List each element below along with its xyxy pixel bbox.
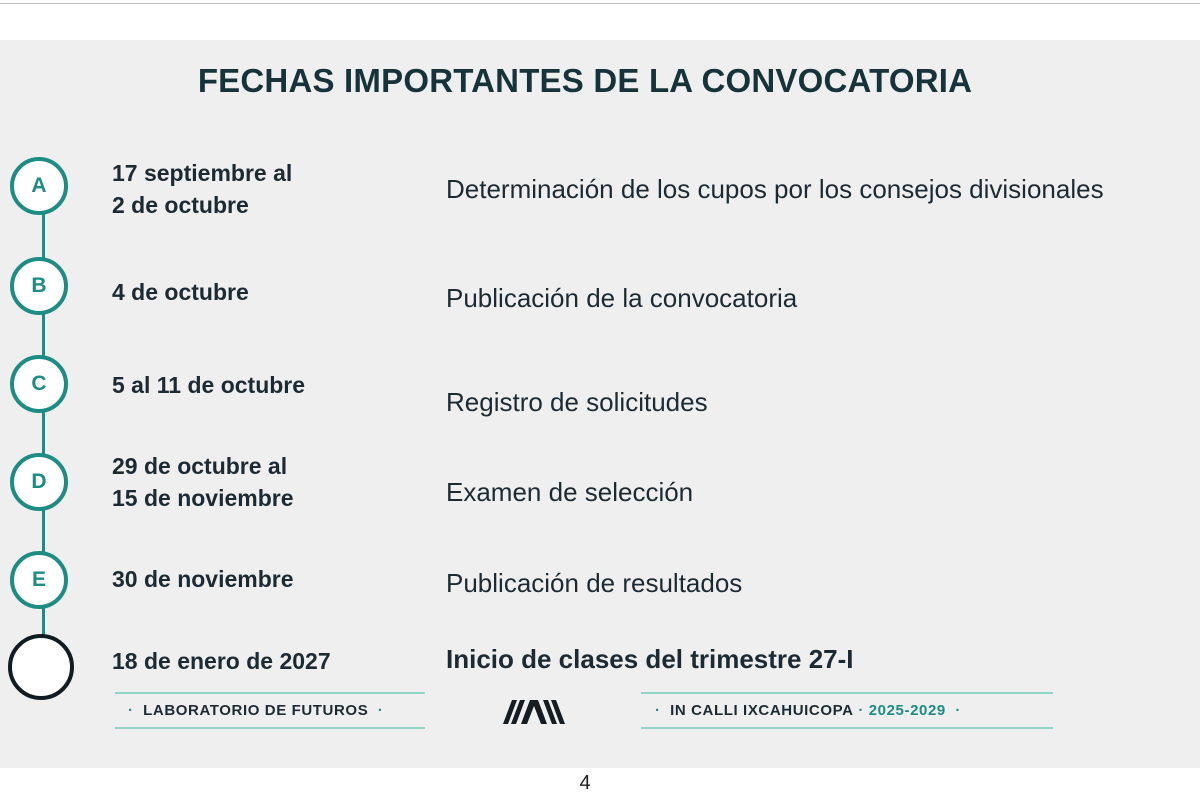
timeline-marker-final xyxy=(8,634,74,700)
date-line: 5 al 11 de octubre xyxy=(112,372,306,398)
date-line: 4 de octubre xyxy=(112,279,249,305)
top-divider xyxy=(0,3,1200,4)
date-line: 18 de enero de 2027 xyxy=(112,648,331,674)
timeline-date-b xyxy=(112,276,249,308)
timeline-description-final: Inicio de clases del trimestre 27-I xyxy=(446,644,854,674)
footer-right-top-bar xyxy=(641,692,1053,694)
slide xyxy=(0,40,1200,768)
date-line: 15 de noviembre xyxy=(112,485,294,511)
timeline-date-e xyxy=(112,563,294,595)
timeline-marker-a: A xyxy=(10,157,68,215)
separator-dot: · xyxy=(655,702,661,719)
timeline-marker-e: E xyxy=(10,551,68,609)
footer-right-bottom-bar xyxy=(641,727,1053,729)
date-line: 29 de octubre al xyxy=(112,453,288,479)
timeline-marker-d: D xyxy=(10,453,68,511)
separator-dot: · xyxy=(858,702,864,719)
timeline-date-a xyxy=(112,157,292,221)
footer-left-bottom-bar xyxy=(115,727,425,729)
slide-title: FECHAS IMPORTANTES DE LA CONVOCATORIA xyxy=(197,62,973,99)
date-line: 2 de octubre xyxy=(112,192,249,218)
timeline-description-b: Publicación de la convocatoria xyxy=(446,283,798,313)
timeline-date-c xyxy=(112,369,305,401)
footer-left-label xyxy=(128,702,383,719)
uam-logo-icon xyxy=(503,697,565,725)
timeline-marker-c: C xyxy=(10,355,68,413)
timeline-marker-b: B xyxy=(10,257,68,315)
footer-years: 2025-2029 xyxy=(868,702,946,719)
footer-right-label xyxy=(655,702,961,719)
separator-dot: · xyxy=(377,702,384,719)
timeline-description-c: Registro de solicitudes xyxy=(446,387,708,417)
footer-left-text: LABORATORIO DE FUTUROS xyxy=(143,702,369,719)
separator-dot: · xyxy=(955,702,962,719)
page-number: 4 xyxy=(579,772,591,794)
timeline-date-d xyxy=(112,450,294,514)
timeline-date-final xyxy=(112,645,331,677)
timeline-description-e: Publicación de resultados xyxy=(446,568,743,598)
timeline-description-d: Examen de selección xyxy=(446,477,694,507)
date-line: 17 septiembre al xyxy=(112,160,293,186)
footer-left-top-bar xyxy=(115,692,425,694)
separator-dot: · xyxy=(128,702,134,719)
footer-right-text: IN CALLI IXCAHUICOPA xyxy=(670,702,854,719)
timeline-description-a: Determinación de los cupos por los consejos divisionales xyxy=(446,174,1104,204)
date-line: 30 de noviembre xyxy=(112,566,294,592)
